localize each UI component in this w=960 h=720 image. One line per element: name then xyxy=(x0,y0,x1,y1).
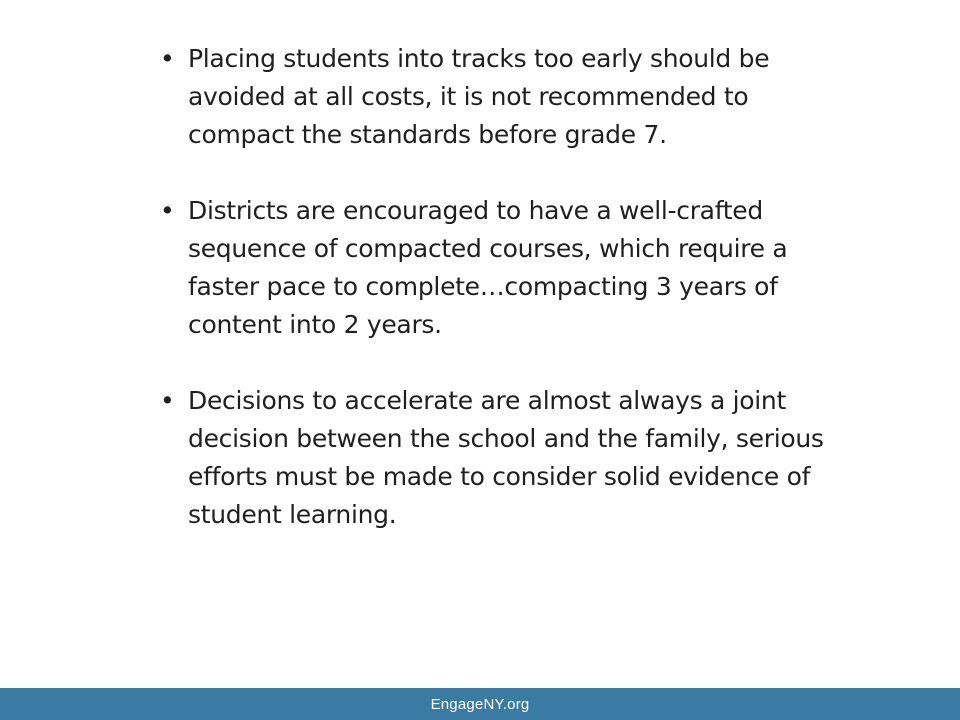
bullet-marker: • xyxy=(160,196,175,225)
footer-bar xyxy=(0,688,960,720)
bullet-text-acceleration: Decisions to accelerate are almost always a joint decision between the school and the family, serious efforts must be made to consider solid evidence of student learning. xyxy=(188,386,824,529)
footer-site-label: EngageNY.org xyxy=(430,695,530,713)
bullet-text-compacted-courses: Districts are encouraged to have a well-crafted sequence of compacted courses, which require a faster pace to complete…compacting 3 years of content into 2 years. xyxy=(188,196,788,339)
bullet-item-acceleration xyxy=(160,382,850,534)
bullet-marker: • xyxy=(160,386,175,415)
bullet-marker: • xyxy=(160,44,175,73)
bullet-list xyxy=(160,40,850,534)
bullet-item-tracking xyxy=(160,40,850,154)
bullet-text-tracking: Placing students into tracks too early should be avoided at all costs, it is not recommended to compact the standards before grade 7. xyxy=(188,44,770,149)
bullet-item-compacted-courses xyxy=(160,192,850,344)
